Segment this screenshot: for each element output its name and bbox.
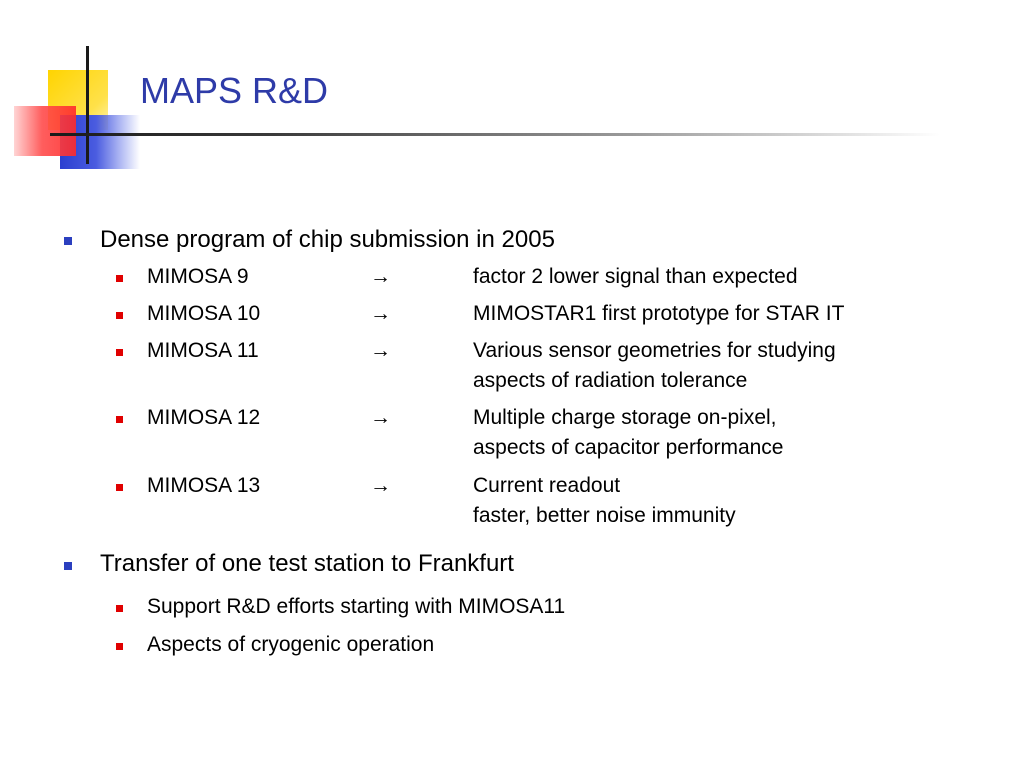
bullet-square-red [116,643,123,650]
bullet-square-red [116,484,123,491]
chip-name: MIMOSA 9 [147,265,249,288]
bullet-square-blue [64,237,72,245]
arrow: → [370,406,391,429]
decor-red-square [14,106,76,156]
bullet-square-red [116,275,123,282]
title-underline [50,133,940,136]
bullet-square-blue [64,562,72,570]
list-item: Aspects of cryogenic operation [147,633,435,656]
chip-description-continued: aspects of capacitor performance [473,436,784,459]
chip-name: MIMOSA 13 [147,474,261,497]
arrow: → [370,265,391,288]
chip-description: Multiple charge storage on-pixel, [473,406,777,429]
chip-description-continued: faster, better noise immunity [473,504,736,527]
chip-description: Various sensor geometries for studying [473,339,836,362]
chip-description: MIMOSTAR1 first prototype for STAR IT [473,302,845,325]
chip-name: MIMOSA 11 [147,339,259,362]
section-heading-chip-program: Dense program of chip submission in 2005 [100,226,555,253]
chip-name: MIMOSA 12 [147,406,261,429]
bullet-square-red [116,312,123,319]
bullet-square-red [116,605,123,612]
arrow: → [370,474,391,497]
bullet-square-red [116,349,123,356]
arrow: → [370,339,391,362]
list-item: Support R&D efforts starting with MIMOSA11 [147,595,566,618]
chip-description: factor 2 lower signal than expected [473,265,798,288]
chip-description: Current readout [473,474,621,497]
section-heading-test-station: Transfer of one test station to Frankfurt [100,550,514,577]
chip-name: MIMOSA 10 [147,302,261,325]
bullet-square-red [116,416,123,423]
decor-vertical-line [86,46,89,164]
arrow: → [370,302,391,325]
slide-title: MAPS R&D [140,70,329,111]
chip-description-continued: aspects of radiation tolerance [473,369,748,392]
